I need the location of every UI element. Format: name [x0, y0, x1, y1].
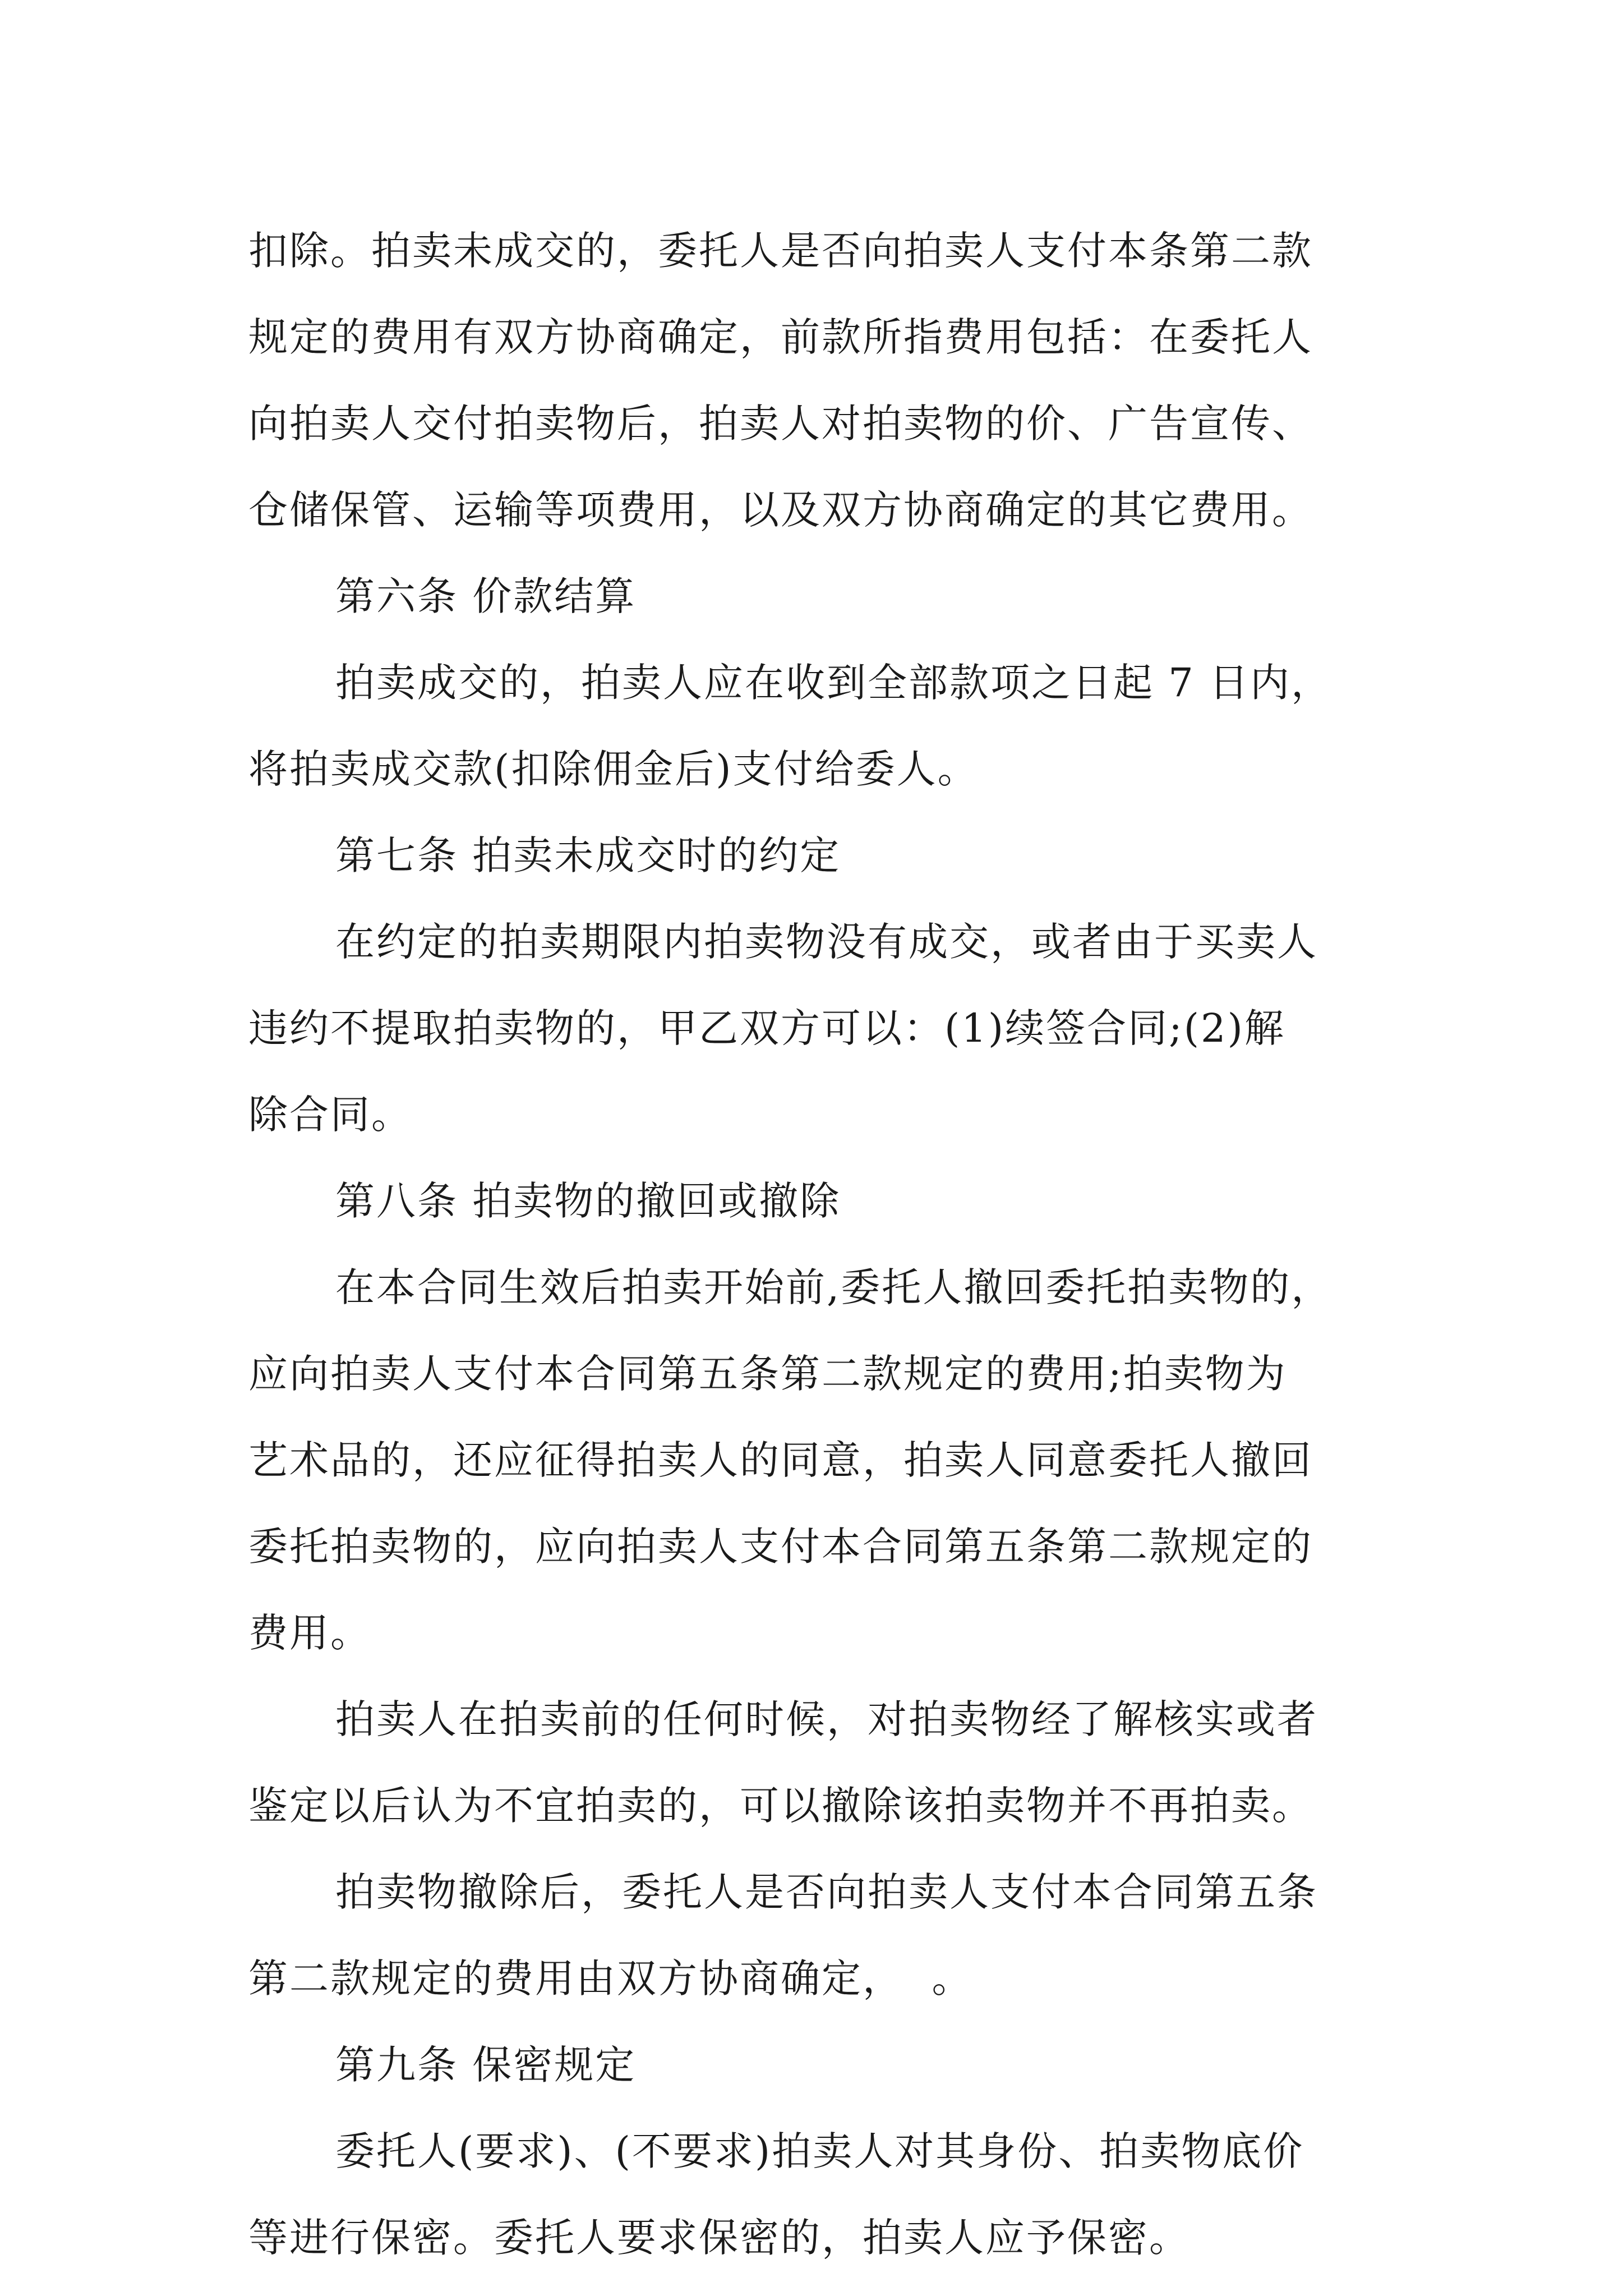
document-body	[248, 208, 1387, 2281]
text-line: 违约不提取拍卖物的，甲乙双方可以：(1)续签合同;(2)解	[248, 1005, 1285, 1051]
article-7-heading: 第七条 拍卖未成交时的约定	[335, 832, 841, 878]
text-line: 向拍卖人交付拍卖物后，拍卖人对拍卖物的价、广告宣传、	[248, 401, 1313, 447]
text-line: 规定的费用有双方协商确定，前款所指费用包括：在委托人	[248, 314, 1313, 360]
text-line: 在约定的拍卖期限内拍卖物没有成交，或者由于买卖人	[335, 919, 1318, 965]
text-line: 拍卖人在拍卖前的任何时候，对拍卖物经了解核实或者	[335, 1696, 1318, 1742]
text-line: 等进行保密。委托人要求保密的，拍卖人应予保密。	[248, 2215, 1190, 2261]
article-9-heading: 第九条 保密规定	[335, 2042, 637, 2088]
text-line: 应向拍卖人支付本合同第五条第二款规定的费用;拍卖物为	[248, 1351, 1287, 1397]
article-8-paragraph-2	[248, 1676, 1387, 1849]
text-line: 鉴定以后认为不宜拍卖的，可以撤除该拍卖物并不再拍卖。	[248, 1783, 1313, 1829]
article-9-body	[248, 2108, 1387, 2281]
text-line: 委托人(要求)、(不要求)拍卖人对其身份、拍卖物底价	[335, 2128, 1304, 2174]
clause-5-continuation	[248, 208, 1387, 553]
article-6-body	[248, 639, 1387, 812]
text-line: 在本合同生效后拍卖开始前,委托人撤回委托拍卖物的，	[335, 1264, 1332, 1310]
text-line: 拍卖成交的，拍卖人应在收到全部款项之日起 7 日内，	[335, 660, 1332, 706]
text-line: 除合同。	[248, 1092, 412, 1138]
text-line: 将拍卖成交款(扣除佣金后)支付给委人。	[248, 746, 979, 792]
article-8-paragraph-1	[248, 1244, 1387, 1676]
text-line: 费用。	[248, 1610, 371, 1656]
article-8-heading: 第八条 拍卖物的撤回或撤除	[335, 1178, 841, 1224]
text-line: 艺术品的，还应征得拍卖人的同意，拍卖人同意委托人撤回	[248, 1437, 1313, 1483]
article-7-body	[248, 899, 1387, 1158]
article-6-heading: 第六条 价款结算	[335, 573, 637, 619]
text-line: 拍卖物撤除后，委托人是否向拍卖人支付本合同第五条	[335, 1869, 1318, 1915]
article-8-paragraph-3	[248, 1849, 1387, 2022]
text-line: 委托拍卖物的，应向拍卖人支付本合同第五条第二款规定的	[248, 1524, 1313, 1570]
text-line: 第二款规定的费用由双方协商确定， 。	[248, 1955, 973, 2001]
text-line: 仓储保管、运输等项费用，以及双方协商确定的其它费用。	[248, 487, 1313, 533]
text-line: 扣除。拍卖未成交的，委托人是否向拍卖人支付本条第二款	[248, 228, 1313, 274]
